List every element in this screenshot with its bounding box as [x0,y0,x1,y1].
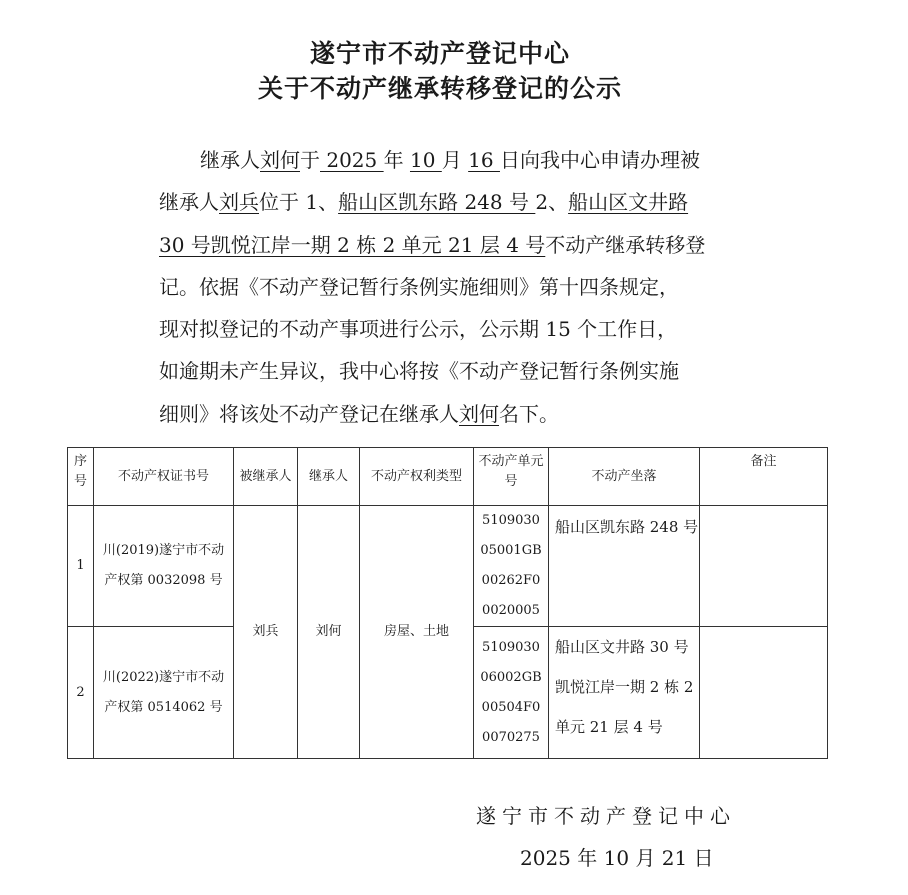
text-segment: 不动产继承转移登 [545,232,706,257]
header-unit: 不动产单元号 [474,448,549,506]
text-segment: 如逾期未产生异议，我中心将按《不动产登记暂行条例实施 [159,359,679,384]
row-remark [700,627,828,759]
table-row [68,506,828,627]
issue-date: 2025 年 10 月 21 日 [520,846,714,870]
header-location: 不动产坐落 [549,448,700,506]
text-segment: 位于 1、 [259,190,339,215]
row-cert: 川(2022)遂宁市不动产权第 0514062 号 [94,627,234,759]
filled-blank: 10 [409,148,442,172]
row-cert: 川(2019)遂宁市不动产权第 0032098 号 [94,506,234,627]
text-segment: 现对拟登记的不动产事项进行公示，公示期 15 个工作日， [159,317,678,342]
header-right-type: 不动产权利类型 [360,448,474,506]
text-segment: 细则》将该处不动产登记在继承人 [159,401,459,426]
text-segment: 月 [441,148,469,172]
row-no: 1 [68,506,94,627]
paragraph-line [159,396,759,438]
deceased-cell: 刘兵 [234,506,298,759]
row-location: 船山区文井路 30 号凯悦江岸一期 2 栋 2 单元 21 层 4 号 [549,627,700,759]
filled-blank: 刘何 [260,148,300,172]
filled-blank: 船山区文井路 [568,190,689,215]
header-heir: 继承人 [298,448,360,506]
filled-blank: 2025 [320,148,384,172]
text-segment: 继承人 [200,148,260,172]
paragraph-line [159,142,759,184]
row-unit: 5109030 05001GB 00262F0 0020005 [474,506,549,627]
filled-blank: 30 号凯悦江岸一期 2 栋 2 单元 21 层 4 号 [159,232,546,257]
paragraph-line [159,227,759,269]
heir-cell: 刘何 [298,506,360,759]
header-cert: 不动产权证书号 [94,448,234,506]
header-deceased: 被继承人 [234,448,298,506]
text-segment: 2、 [535,190,569,215]
header-remark: 备注 [700,448,828,506]
title-line-2: 关于不动产继承转移登记的公示 [257,74,622,103]
row-location: 船山区凯东路 248 号 [549,506,700,627]
issuer-signature: 遂宁市不动产登记中心 [476,804,736,828]
filled-blank: 16 [468,148,500,172]
row-no: 2 [68,627,94,759]
text-segment: 日向我中心申请办理被 [499,148,700,172]
row-unit: 5109030 06002GB 00504F0 0070275 [474,627,549,759]
text-segment: 继承人 [159,190,219,215]
paragraph-line [159,269,759,311]
paragraph-line [159,311,759,353]
text-segment: 于 [300,148,320,172]
header-no: 序号 [68,448,94,506]
property-table [67,447,828,759]
text-segment: 记。依据《不动产登记暂行条例实施细则》第十四条规定， [159,274,679,299]
filled-blank: 船山区凯东路 248 号 [338,190,536,215]
notice-paragraph [159,142,759,438]
row-remark [700,506,828,627]
filled-blank: 刘兵 [219,190,259,215]
right-type-cell: 房屋、土地 [360,506,474,759]
text-segment: 名下。 [499,401,559,426]
text-segment: 年 [383,148,410,172]
paragraph-line [159,184,759,226]
filled-blank: 刘何 [459,401,499,426]
paragraph-line [159,353,759,395]
title-line-1: 遂宁市不动产登记中心 [309,39,570,68]
